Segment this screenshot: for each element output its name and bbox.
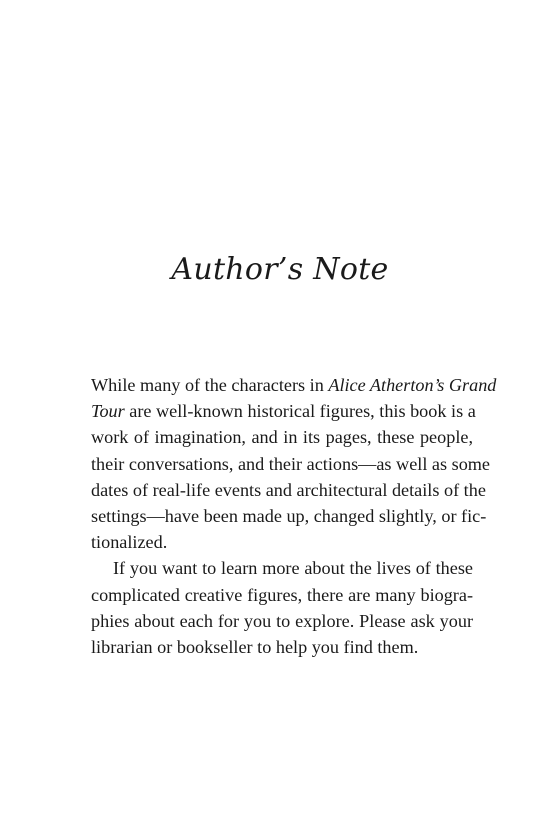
text-fragment: are well-known historical figures, this book is a [124, 401, 476, 422]
text-line: work of imagination, and in its pages, these people, [91, 427, 473, 448]
text-line: complicated creative figures, there are many biogra- [91, 584, 473, 605]
text-line: librarian or bookseller to help you find them. [91, 636, 419, 657]
text-line: phies about each for you to explore. Please ask your [91, 610, 473, 631]
paragraph-1 [91, 372, 497, 555]
text-line: dates of real-life events and architectural details of the [91, 479, 486, 500]
text-line: settings—have been made up, changed slightly, or fic- [91, 505, 487, 526]
text-line: If you want to learn more about the lives of these [113, 558, 473, 579]
text-line: tionalized. [91, 532, 168, 553]
text-line: their conversations, and their actions—as well as some [91, 453, 491, 474]
book-title-italic: Tour [91, 401, 125, 422]
authors-note-text [91, 372, 497, 660]
page-title: Author’s Note [171, 252, 389, 287]
text-line [91, 372, 497, 398]
text-line [91, 398, 476, 424]
paragraph-2 [91, 555, 473, 660]
text-fragment: While many of the characters in [91, 375, 329, 395]
book-title-italic: Alice Atherton’s Grand [328, 375, 497, 395]
